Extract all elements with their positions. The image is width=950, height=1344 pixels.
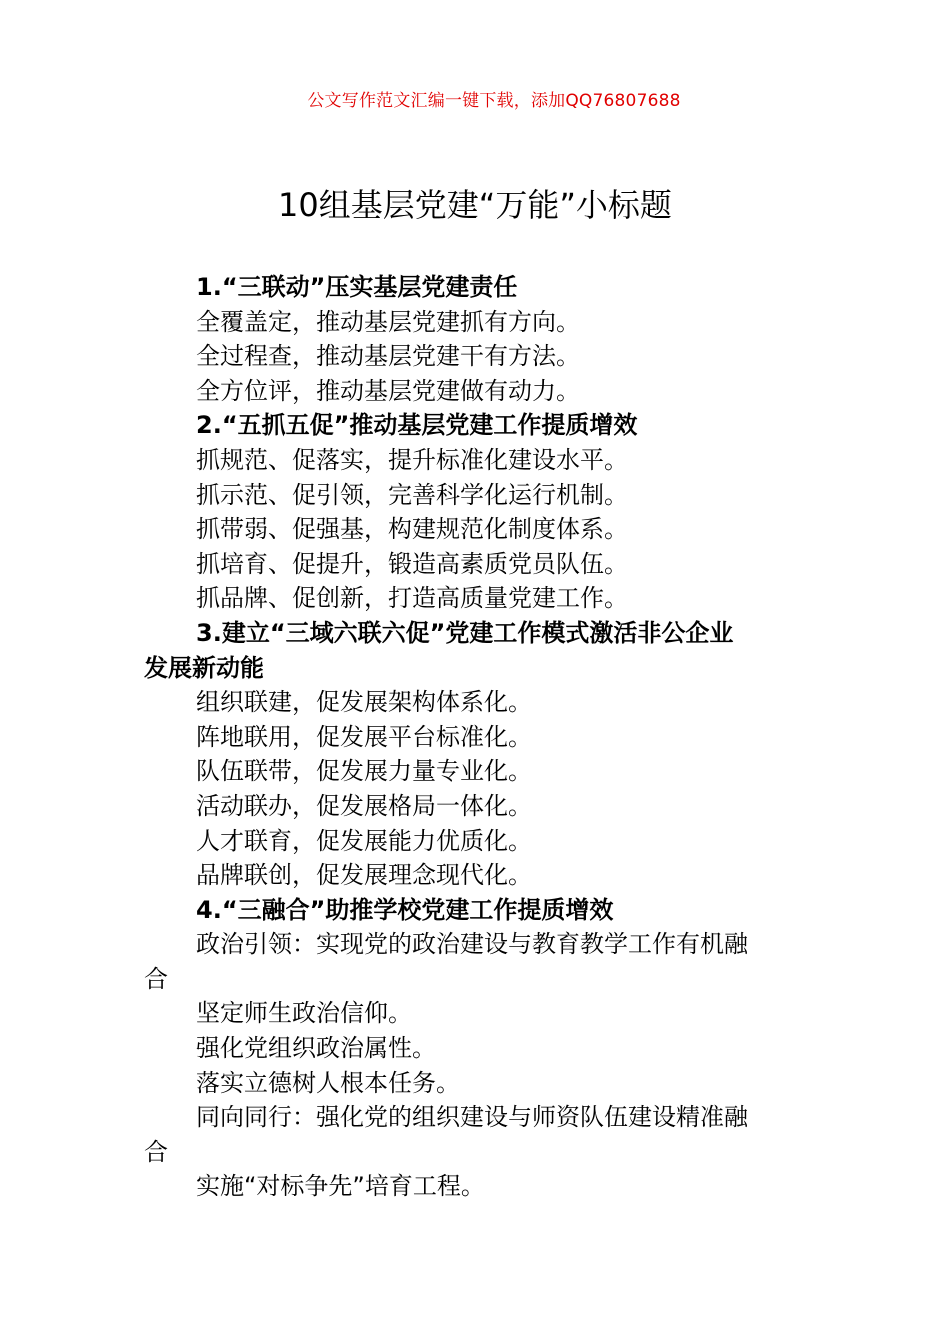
list-item: 全方位评，推动基层党建做有动力。 (196, 376, 580, 405)
section-heading: 2.“五抓五促”推动基层党建工作提质增效 (196, 411, 638, 440)
list-item: 实施“对标争先”培育工程。 (196, 1172, 485, 1201)
list-item: 品牌联创，促发展理念现代化。 (196, 861, 532, 890)
subheading-continuation: 合 (144, 964, 168, 993)
section-heading: 4.“三融合”助推学校党建工作提质增效 (196, 895, 614, 924)
list-item: 抓品牌、促创新，打造高质量党建工作。 (196, 584, 628, 613)
list-item: 全过程查，推动基层党建干有方法。 (196, 342, 580, 371)
list-item: 队伍联带，促发展力量专业化。 (196, 757, 532, 786)
list-item: 强化党组织政治属性。 (196, 1034, 436, 1063)
document-body (144, 270, 820, 1204)
list-item: 人才联育，促发展能力优质化。 (196, 826, 532, 855)
subheading: 政治引领：实现党的政治建设与教育教学工作有机融 (196, 930, 748, 959)
section-heading-continuation: 发展新动能 (144, 653, 264, 682)
list-item: 全覆盖定，推动基层党建抓有方向。 (196, 307, 580, 336)
list-item: 坚定师生政治信仰。 (196, 999, 412, 1028)
list-item: 抓带弱、促强基，构建规范化制度体系。 (196, 515, 628, 544)
list-item: 组织联建，促发展架构体系化。 (196, 688, 532, 717)
subheading-continuation: 合 (144, 1137, 168, 1166)
list-item: 落实立德树人根本任务。 (196, 1068, 460, 1097)
document-title: 10组基层党建“万能”小标题 (278, 186, 672, 224)
header-download-note: 公文写作范文汇编一键下载，添加QQ76807688 (307, 91, 681, 111)
list-item: 抓示范、促引领，完善科学化运行机制。 (196, 480, 628, 509)
list-item: 阵地联用，促发展平台标准化。 (196, 722, 532, 751)
list-item: 抓培育、促提升，锻造高素质党员队伍。 (196, 549, 628, 578)
section-heading: 1.“三联动”压实基层党建责任 (196, 273, 518, 301)
list-item: 活动联办，促发展格局一体化。 (196, 791, 532, 820)
section-heading: 3.建立“三域六联六促”党建工作模式激活非公企业 (196, 618, 734, 647)
subheading: 同向同行：强化党的组织建设与师资队伍建设精准融 (196, 1103, 748, 1132)
list-item: 抓规范、促落实，提升标准化建设水平。 (196, 445, 628, 474)
